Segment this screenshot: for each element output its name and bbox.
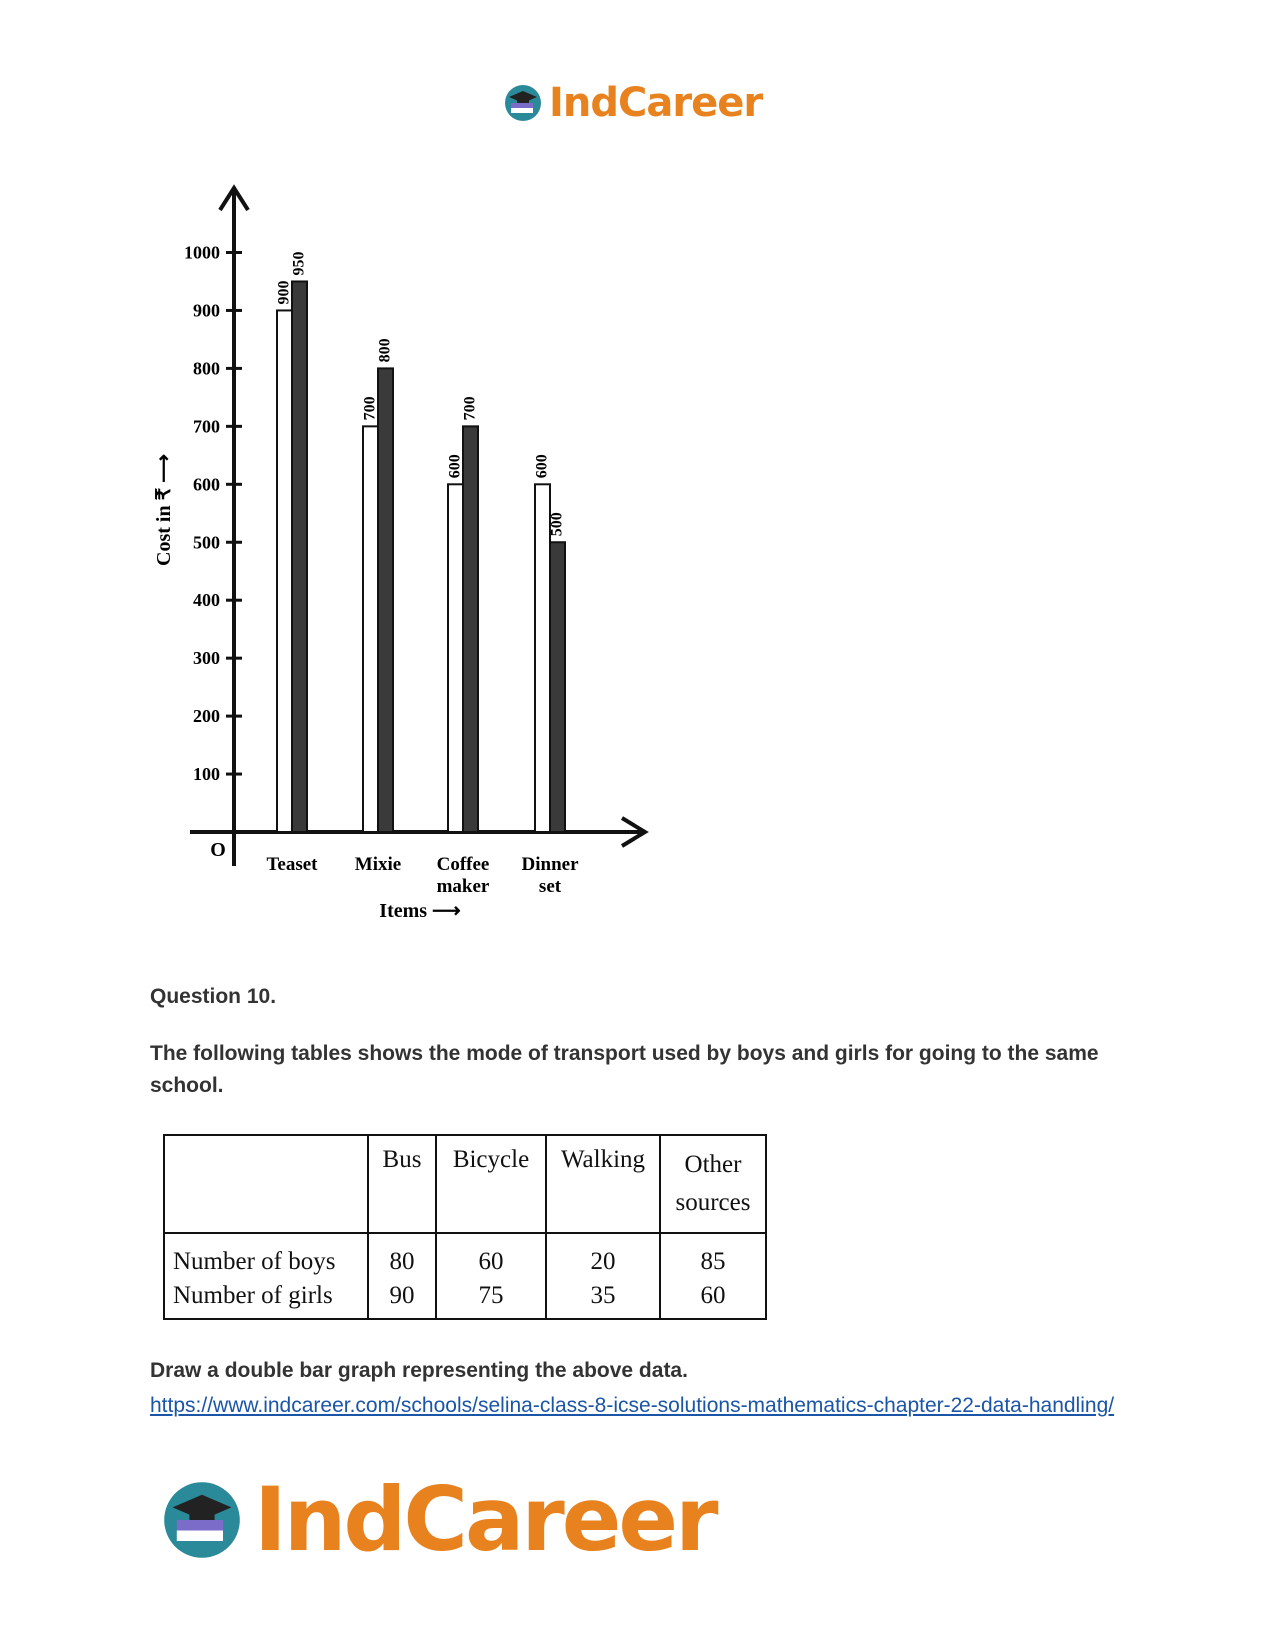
table-header-cell: Bus — [368, 1135, 436, 1233]
y-tick-label: 700 — [193, 416, 220, 437]
indcareer-logo-top — [503, 80, 762, 126]
bar-value-label: 900 — [275, 280, 293, 305]
table-cell: 60 — [660, 1276, 766, 1319]
table-cell: 80 — [368, 1233, 436, 1276]
y-tick-label: 500 — [193, 532, 220, 553]
table-header-row — [164, 1135, 766, 1233]
x-tick-label: Mixie — [354, 854, 402, 875]
bar-value-label: 500 — [548, 512, 566, 537]
y-tick-label: 800 — [193, 358, 220, 379]
indcareer-logo-bottom — [160, 1468, 716, 1571]
bar-value-label: 950 — [290, 251, 308, 276]
table-cell: 90 — [368, 1276, 436, 1319]
y-tick-label: 300 — [193, 648, 220, 669]
bar-value-label: 700 — [461, 396, 479, 421]
origin-label: O — [210, 839, 226, 861]
table-cell: 75 — [436, 1276, 546, 1319]
question-text: The following tables shows the mode of transport used by boys and girls for going to the same school. — [150, 1042, 1099, 1097]
graduation-cap-icon — [503, 83, 543, 123]
table-cell: 85 — [660, 1233, 766, 1276]
x-tick-label: maker — [436, 876, 490, 897]
table-row — [164, 1276, 766, 1319]
cost-bar-chart — [140, 180, 660, 940]
header-sources: sources — [675, 1189, 751, 1216]
x-tick-label: set — [538, 876, 562, 897]
row-label: Number of boys — [164, 1233, 368, 1276]
transport-table — [163, 1134, 767, 1320]
y-tick-label: 400 — [193, 590, 220, 611]
table-header-cell — [164, 1135, 368, 1233]
bar — [550, 542, 565, 832]
x-tick-label: Dinner — [521, 854, 579, 875]
chart-axes — [190, 188, 645, 866]
row-label: Number of girls — [164, 1276, 368, 1319]
table-header-cell — [660, 1135, 766, 1233]
bar — [292, 281, 307, 832]
bar-value-label: 700 — [361, 396, 379, 421]
bar — [363, 426, 378, 832]
bar-value-label: 600 — [533, 454, 551, 479]
bar — [448, 484, 463, 832]
bar — [463, 426, 478, 832]
table-cell: 35 — [546, 1276, 660, 1319]
x-tick-label: Coffee — [436, 854, 490, 875]
y-axis-label: Cost in ₹ ⟶ — [153, 454, 175, 566]
question-title: Question 10. — [150, 985, 277, 1008]
table-header-cell: Bicycle — [436, 1135, 546, 1233]
y-tick-label: 100 — [193, 764, 220, 785]
y-tick-label: 900 — [193, 300, 220, 321]
y-tick-label: 200 — [193, 706, 220, 727]
graduation-cap-icon — [160, 1478, 244, 1562]
x-tick-label: Teaset — [266, 854, 318, 875]
y-tick-label: 600 — [193, 474, 220, 495]
source-link[interactable]: https://www.indcareer.com/schools/selina-class-8-icse-solutions-mathematics-chapter-22-data-handling/ — [150, 1394, 1115, 1417]
table-cell: 20 — [546, 1233, 660, 1276]
table-cell: 60 — [436, 1233, 546, 1276]
table-row — [164, 1233, 766, 1276]
x-axis-label: Items ⟶ — [379, 900, 461, 922]
bar-value-label: 800 — [376, 338, 394, 363]
bar-value-label: 600 — [446, 454, 464, 479]
bar — [277, 310, 292, 832]
bar — [378, 368, 393, 832]
logo-text: IndCareer — [254, 1468, 716, 1571]
logo-text: IndCareer — [549, 80, 763, 126]
y-tick-label: 1000 — [184, 242, 220, 263]
instruction-text: Draw a double bar graph representing the above data. — [150, 1359, 688, 1382]
header-other: Other — [684, 1151, 742, 1178]
table-header-cell: Walking — [546, 1135, 660, 1233]
